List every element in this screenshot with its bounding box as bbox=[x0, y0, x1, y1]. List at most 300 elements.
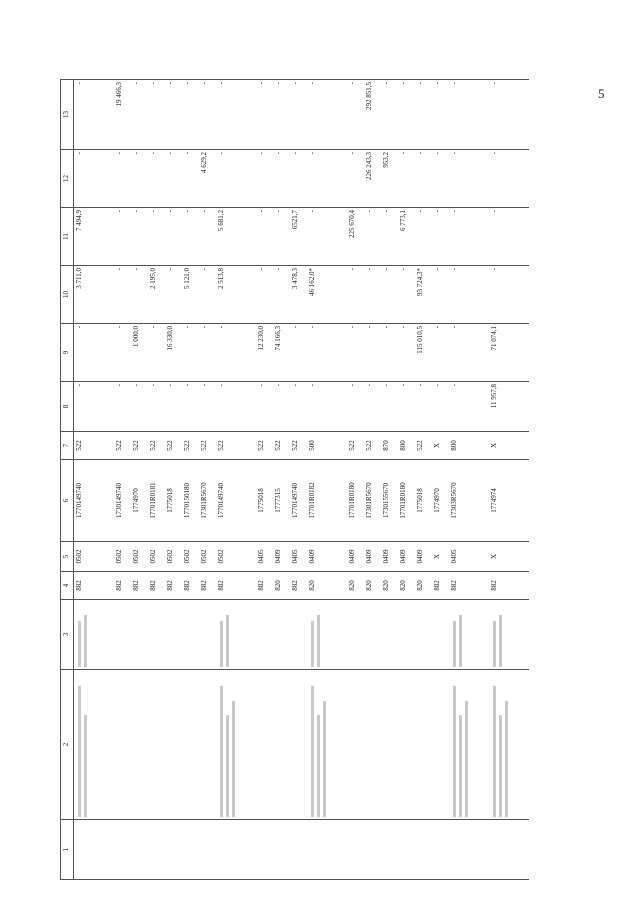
category-cell bbox=[398, 820, 415, 880]
column-number-row bbox=[61, 80, 74, 880]
description-cell bbox=[131, 670, 148, 820]
description-cell bbox=[489, 670, 529, 820]
expense-type-cell: 522 bbox=[199, 432, 216, 460]
amount-cell: - bbox=[216, 150, 256, 208]
text-line-placeholder bbox=[311, 687, 314, 818]
description-cell bbox=[307, 670, 347, 820]
amount-cell: - bbox=[432, 382, 449, 432]
executor-cell bbox=[182, 600, 199, 670]
category-cell bbox=[199, 820, 216, 880]
description-cell bbox=[398, 670, 415, 820]
amount-cell: - bbox=[199, 208, 216, 266]
page-number: 5 bbox=[598, 86, 605, 101]
expense-type-cell: 522 bbox=[148, 432, 165, 460]
category-cell bbox=[364, 820, 381, 880]
table-row bbox=[256, 80, 273, 880]
text-line-placeholder bbox=[220, 622, 223, 668]
column-number: 10 bbox=[61, 266, 74, 324]
amount-cell: 2 513,8 bbox=[216, 266, 256, 324]
target-article-cell: 1774970 bbox=[131, 460, 148, 542]
section-cell: 0409 bbox=[307, 542, 347, 572]
amount-cell: 3 711,0 bbox=[74, 266, 115, 324]
description-cell bbox=[347, 670, 364, 820]
amount-cell: - bbox=[182, 324, 199, 382]
table-row bbox=[199, 80, 216, 880]
table-row bbox=[415, 80, 432, 880]
section-cell: 0405 bbox=[256, 542, 273, 572]
amount-cell: - bbox=[165, 80, 182, 150]
category-cell bbox=[432, 820, 449, 880]
amount-cell: - bbox=[199, 80, 216, 150]
amount-cell: 6 773,1 bbox=[398, 208, 415, 266]
section-cell: 0502 bbox=[74, 542, 115, 572]
expense-type-cell: 522 bbox=[74, 432, 115, 460]
table-row bbox=[432, 80, 449, 880]
target-article-cell: 17701R0180 bbox=[347, 460, 364, 542]
amount-cell: - bbox=[449, 208, 489, 266]
column-number: 9 bbox=[61, 324, 74, 382]
amount-cell: 4 629,2 bbox=[199, 150, 216, 208]
section-cell: 0502 bbox=[131, 542, 148, 572]
text-line-placeholder bbox=[505, 701, 508, 817]
amount-cell: - bbox=[449, 266, 489, 324]
expense-type-cell: 522 bbox=[114, 432, 131, 460]
expense-type-cell: 522 bbox=[216, 432, 256, 460]
text-line-placeholder bbox=[459, 716, 462, 818]
executor-cell bbox=[415, 600, 432, 670]
target-article-cell: 17301R5670 bbox=[364, 460, 381, 542]
amount-cell: - bbox=[131, 382, 148, 432]
category-cell bbox=[182, 820, 199, 880]
amount-cell: - bbox=[182, 382, 199, 432]
amount-cell: - bbox=[398, 382, 415, 432]
amount-cell: - bbox=[347, 80, 364, 150]
amount-cell: - bbox=[432, 150, 449, 208]
expense-type-cell: 870 bbox=[381, 432, 398, 460]
text-line-placeholder bbox=[226, 716, 229, 818]
amount-cell: - bbox=[74, 324, 115, 382]
amount-cell: - bbox=[273, 266, 290, 324]
category-cell bbox=[114, 820, 131, 880]
expense-type-cell: 522 bbox=[165, 432, 182, 460]
grbs-cell: 820 bbox=[364, 572, 381, 600]
category-cell bbox=[290, 820, 307, 880]
amount-cell: - bbox=[74, 80, 115, 150]
executor-cell bbox=[398, 600, 415, 670]
expense-type-cell: 522 bbox=[364, 432, 381, 460]
executor-cell bbox=[216, 600, 256, 670]
expense-type-cell: 800 bbox=[398, 432, 415, 460]
amount-cell: - bbox=[381, 80, 398, 150]
amount-cell: - bbox=[347, 150, 364, 208]
description-cell bbox=[148, 670, 165, 820]
amount-cell: - bbox=[381, 324, 398, 382]
amount-cell: - bbox=[165, 150, 182, 208]
target-article-cell: 1770150180 bbox=[182, 460, 199, 542]
executor-cell bbox=[489, 600, 529, 670]
expense-type-cell: 522 bbox=[415, 432, 432, 460]
section-cell: 0409 bbox=[381, 542, 398, 572]
rotated-table-container bbox=[60, 80, 600, 880]
grbs-cell: 882 bbox=[165, 572, 182, 600]
amount-cell: - bbox=[290, 324, 307, 382]
grbs-cell: 882 bbox=[182, 572, 199, 600]
amount-cell: 12 230,0 bbox=[256, 324, 273, 382]
description-cell bbox=[432, 670, 449, 820]
grbs-cell: 820 bbox=[415, 572, 432, 600]
column-number: 4 bbox=[61, 572, 74, 600]
amount-cell: - bbox=[347, 382, 364, 432]
target-article-cell: 1730155670 bbox=[381, 460, 398, 542]
amount-cell: - bbox=[182, 80, 199, 150]
grbs-cell: 820 bbox=[273, 572, 290, 600]
amount-cell: - bbox=[114, 208, 131, 266]
amount-cell: - bbox=[114, 150, 131, 208]
expense-type-cell: 522 bbox=[131, 432, 148, 460]
table-row bbox=[307, 80, 347, 880]
section-cell: 0409 bbox=[364, 542, 381, 572]
column-number: 6 bbox=[61, 460, 74, 542]
amount-cell: 225 670,4 bbox=[347, 208, 364, 266]
amount-cell: - bbox=[290, 80, 307, 150]
table-row bbox=[364, 80, 381, 880]
section-cell: 0409 bbox=[415, 542, 432, 572]
amount-cell: - bbox=[432, 80, 449, 150]
amount-cell: - bbox=[74, 382, 115, 432]
amount-cell: - bbox=[199, 266, 216, 324]
amount-cell: - bbox=[114, 324, 131, 382]
amount-cell: - bbox=[489, 80, 529, 150]
text-line-placeholder bbox=[78, 622, 81, 668]
grbs-cell: 882 bbox=[131, 572, 148, 600]
column-number: 7 bbox=[61, 432, 74, 460]
target-article-cell: 1770149740 bbox=[74, 460, 115, 542]
section-cell: X bbox=[489, 542, 529, 572]
amount-cell: - bbox=[307, 80, 347, 150]
expense-type-cell: 500 bbox=[307, 432, 347, 460]
table-row bbox=[182, 80, 199, 880]
section-cell: 0502 bbox=[216, 542, 256, 572]
column-number: 3 bbox=[61, 600, 74, 670]
text-line-placeholder bbox=[317, 716, 320, 818]
grbs-cell: 882 bbox=[216, 572, 256, 600]
amount-cell: - bbox=[415, 382, 432, 432]
amount-cell: - bbox=[364, 266, 381, 324]
grbs-cell: 882 bbox=[432, 572, 449, 600]
target-article-cell: 17701R0180 bbox=[398, 460, 415, 542]
category-cell bbox=[449, 820, 489, 880]
table-row bbox=[290, 80, 307, 880]
description-cell bbox=[114, 670, 131, 820]
category-cell bbox=[381, 820, 398, 880]
amount-cell: - bbox=[199, 382, 216, 432]
table-row bbox=[148, 80, 165, 880]
amount-cell: 6521,7 bbox=[290, 208, 307, 266]
description-cell bbox=[381, 670, 398, 820]
grbs-cell: 882 bbox=[290, 572, 307, 600]
table-row bbox=[347, 80, 364, 880]
amount-cell: 226 243,3 bbox=[364, 150, 381, 208]
column-number: 13 bbox=[61, 80, 74, 150]
amount-cell: - bbox=[432, 266, 449, 324]
amount-cell: - bbox=[364, 324, 381, 382]
description-cell bbox=[216, 670, 256, 820]
amount-cell: - bbox=[256, 80, 273, 150]
amount-cell: 19 466,3 bbox=[114, 80, 131, 150]
amount-cell: - bbox=[415, 150, 432, 208]
amount-cell: 5 121,0 bbox=[182, 266, 199, 324]
category-cell bbox=[131, 820, 148, 880]
grbs-cell: 820 bbox=[398, 572, 415, 600]
amount-cell: 46 162,0* bbox=[307, 266, 347, 324]
amount-cell: 2 195,0 bbox=[148, 266, 165, 324]
table-row bbox=[114, 80, 131, 880]
amount-cell: - bbox=[182, 150, 199, 208]
table-row bbox=[273, 80, 290, 880]
table-row bbox=[131, 80, 148, 880]
grbs-cell: 882 bbox=[489, 572, 529, 600]
amount-cell: - bbox=[307, 150, 347, 208]
text-line-placeholder bbox=[453, 687, 456, 818]
amount-cell: - bbox=[307, 324, 347, 382]
target-article-cell: 1770149740 bbox=[216, 460, 256, 542]
table-row bbox=[74, 80, 115, 880]
section-cell: 0502 bbox=[148, 542, 165, 572]
executor-cell bbox=[256, 600, 273, 670]
target-article-cell: 1777315 bbox=[273, 460, 290, 542]
target-article-cell: 1770149740 bbox=[290, 460, 307, 542]
target-article-cell: 17303R5670 bbox=[449, 460, 489, 542]
amount-cell: - bbox=[131, 80, 148, 150]
category-cell bbox=[74, 820, 115, 880]
amount-cell: - bbox=[256, 208, 273, 266]
text-line-placeholder bbox=[323, 701, 326, 817]
section-cell: 0405 bbox=[449, 542, 489, 572]
amount-cell: - bbox=[449, 150, 489, 208]
amount-cell: - bbox=[148, 382, 165, 432]
amount-cell: - bbox=[307, 208, 347, 266]
amount-cell: - bbox=[256, 382, 273, 432]
table-row bbox=[398, 80, 415, 880]
amount-cell: - bbox=[381, 208, 398, 266]
amount-cell: 292 851,5 bbox=[364, 80, 381, 150]
amount-cell: - bbox=[216, 80, 256, 150]
amount-cell: - bbox=[290, 150, 307, 208]
text-line-placeholder bbox=[499, 615, 502, 667]
text-line-placeholder bbox=[232, 701, 235, 817]
amount-cell: 11 957,8 bbox=[489, 382, 529, 432]
amount-cell: - bbox=[165, 208, 182, 266]
description-cell bbox=[273, 670, 290, 820]
amount-cell: - bbox=[273, 150, 290, 208]
column-number: 12 bbox=[61, 150, 74, 208]
executor-cell bbox=[290, 600, 307, 670]
column-number: 1 bbox=[61, 820, 74, 880]
text-line-placeholder bbox=[499, 716, 502, 818]
text-line-placeholder bbox=[459, 615, 462, 667]
executor-cell bbox=[432, 600, 449, 670]
expense-type-cell: X bbox=[432, 432, 449, 460]
executor-cell bbox=[199, 600, 216, 670]
executor-cell bbox=[74, 600, 115, 670]
amount-cell: - bbox=[131, 266, 148, 324]
amount-cell: - bbox=[347, 266, 364, 324]
target-article-cell: 17301R5670 bbox=[199, 460, 216, 542]
amount-cell: - bbox=[432, 324, 449, 382]
amount-cell: - bbox=[489, 208, 529, 266]
grbs-cell: 882 bbox=[199, 572, 216, 600]
text-line-placeholder bbox=[78, 687, 81, 818]
description-cell bbox=[182, 670, 199, 820]
amount-cell: 3 478,3 bbox=[290, 266, 307, 324]
section-cell: X bbox=[432, 542, 449, 572]
category-cell bbox=[307, 820, 347, 880]
text-line-placeholder bbox=[453, 622, 456, 668]
executor-cell bbox=[165, 600, 182, 670]
amount-cell: - bbox=[398, 324, 415, 382]
category-cell bbox=[489, 820, 529, 880]
category-cell bbox=[415, 820, 432, 880]
amount-cell: - bbox=[398, 266, 415, 324]
target-article-cell: 17701R0182 bbox=[307, 460, 347, 542]
section-cell: 0405 bbox=[290, 542, 307, 572]
amount-cell: - bbox=[148, 150, 165, 208]
amount-cell: - bbox=[364, 208, 381, 266]
amount-cell: - bbox=[364, 382, 381, 432]
executor-cell bbox=[148, 600, 165, 670]
executor-cell bbox=[273, 600, 290, 670]
expense-type-cell: 522 bbox=[347, 432, 364, 460]
text-line-placeholder bbox=[84, 615, 87, 667]
amount-cell: 953,2 bbox=[381, 150, 398, 208]
executor-cell bbox=[307, 600, 347, 670]
text-line-placeholder bbox=[311, 622, 314, 668]
amount-cell: - bbox=[273, 208, 290, 266]
expense-type-cell: 800 bbox=[449, 432, 489, 460]
amount-cell: - bbox=[398, 150, 415, 208]
grbs-cell: 882 bbox=[74, 572, 115, 600]
section-cell: 0502 bbox=[114, 542, 131, 572]
amount-cell: - bbox=[449, 80, 489, 150]
text-line-placeholder bbox=[226, 615, 229, 667]
amount-cell: - bbox=[216, 382, 256, 432]
grbs-cell: 820 bbox=[381, 572, 398, 600]
column-number: 8 bbox=[61, 382, 74, 432]
executor-cell bbox=[364, 600, 381, 670]
expense-type-cell: 522 bbox=[273, 432, 290, 460]
expense-type-cell: 522 bbox=[256, 432, 273, 460]
section-cell: 0409 bbox=[398, 542, 415, 572]
grbs-cell: 882 bbox=[148, 572, 165, 600]
executor-cell bbox=[347, 600, 364, 670]
executor-cell bbox=[114, 600, 131, 670]
amount-cell: - bbox=[273, 382, 290, 432]
amount-cell: - bbox=[432, 208, 449, 266]
grbs-cell: 820 bbox=[347, 572, 364, 600]
amount-cell: - bbox=[381, 382, 398, 432]
target-article-cell: 1775018 bbox=[415, 460, 432, 542]
amount-cell: - bbox=[398, 80, 415, 150]
description-cell bbox=[415, 670, 432, 820]
amount-cell: - bbox=[489, 150, 529, 208]
amount-cell: 93 724,3* bbox=[415, 266, 432, 324]
description-cell bbox=[74, 670, 115, 820]
grbs-cell: 882 bbox=[256, 572, 273, 600]
budget-table bbox=[60, 79, 529, 880]
table-row bbox=[489, 80, 529, 880]
target-article-cell: 1774970 bbox=[432, 460, 449, 542]
amount-cell: - bbox=[182, 208, 199, 266]
target-article-cell: 1774974 bbox=[489, 460, 529, 542]
amount-cell: - bbox=[307, 382, 347, 432]
category-cell bbox=[256, 820, 273, 880]
description-cell bbox=[290, 670, 307, 820]
text-line-placeholder bbox=[84, 716, 87, 818]
expense-type-cell: X bbox=[489, 432, 529, 460]
expense-type-cell: 522 bbox=[290, 432, 307, 460]
table-row bbox=[165, 80, 182, 880]
category-cell bbox=[148, 820, 165, 880]
amount-cell: - bbox=[273, 80, 290, 150]
expense-type-cell: 522 bbox=[182, 432, 199, 460]
amount-cell: 74 166,3 bbox=[273, 324, 290, 382]
amount-cell: - bbox=[74, 150, 115, 208]
amount-cell: - bbox=[199, 324, 216, 382]
grbs-cell: 820 bbox=[307, 572, 347, 600]
amount-cell: - bbox=[165, 266, 182, 324]
amount-cell: - bbox=[114, 382, 131, 432]
executor-cell bbox=[131, 600, 148, 670]
amount-cell: - bbox=[290, 382, 307, 432]
amount-cell: - bbox=[114, 266, 131, 324]
amount-cell: - bbox=[148, 80, 165, 150]
description-cell bbox=[449, 670, 489, 820]
description-cell bbox=[256, 670, 273, 820]
category-cell bbox=[273, 820, 290, 880]
text-line-placeholder bbox=[220, 687, 223, 818]
amount-cell: - bbox=[131, 150, 148, 208]
amount-cell: - bbox=[148, 324, 165, 382]
amount-cell: - bbox=[415, 80, 432, 150]
description-cell bbox=[165, 670, 182, 820]
amount-cell: 16 330,0 bbox=[165, 324, 182, 382]
description-cell bbox=[199, 670, 216, 820]
executor-cell bbox=[381, 600, 398, 670]
category-cell bbox=[165, 820, 182, 880]
text-line-placeholder bbox=[493, 687, 496, 818]
category-cell bbox=[347, 820, 364, 880]
amount-cell: - bbox=[347, 324, 364, 382]
amount-cell: 1 000,0 bbox=[131, 324, 148, 382]
grbs-cell: 882 bbox=[449, 572, 489, 600]
table-body bbox=[74, 80, 530, 880]
text-line-placeholder bbox=[317, 615, 320, 667]
text-line-placeholder bbox=[493, 622, 496, 668]
category-cell bbox=[216, 820, 256, 880]
amount-cell: - bbox=[449, 382, 489, 432]
column-number: 2 bbox=[61, 670, 74, 820]
amount-cell: - bbox=[256, 150, 273, 208]
target-article-cell: 17701R0181 bbox=[148, 460, 165, 542]
section-cell: 0502 bbox=[182, 542, 199, 572]
target-article-cell: 1775018 bbox=[256, 460, 273, 542]
table-row bbox=[449, 80, 489, 880]
amount-cell: - bbox=[148, 208, 165, 266]
section-cell: 0502 bbox=[165, 542, 182, 572]
section-cell: 0502 bbox=[199, 542, 216, 572]
amount-cell: - bbox=[415, 208, 432, 266]
text-line-placeholder bbox=[465, 701, 468, 817]
